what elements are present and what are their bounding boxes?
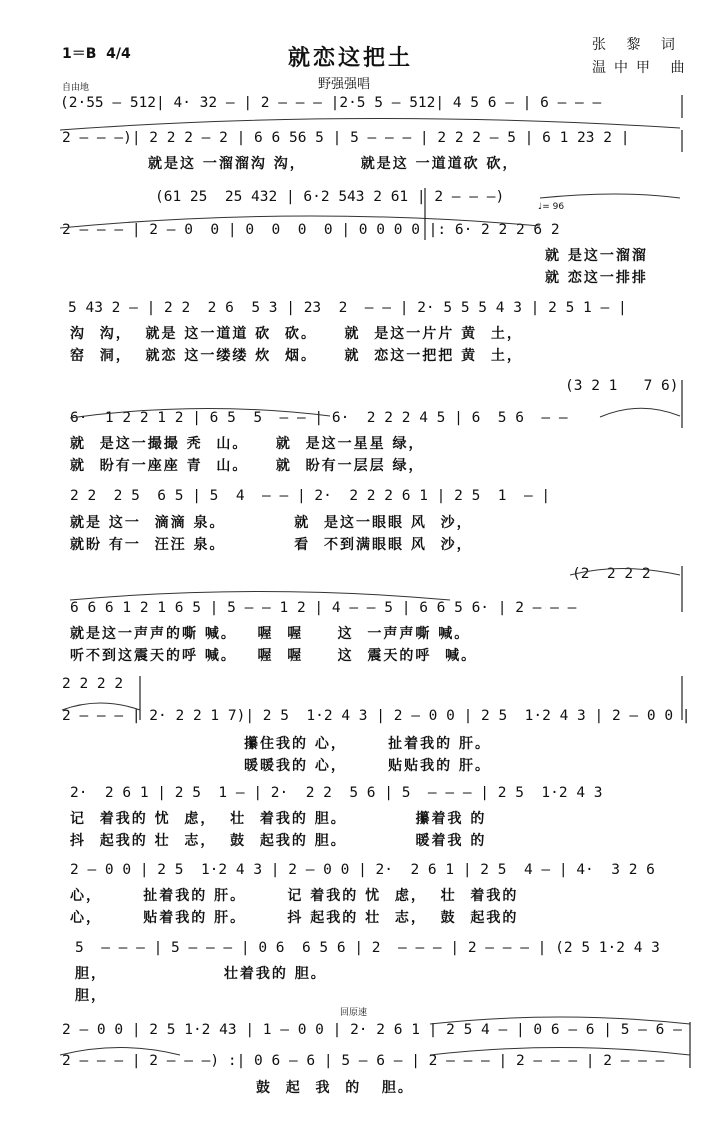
tempo-marking: ♩= 96: [538, 202, 565, 212]
lyric-line-10-verse2: 心， 贴着我的 肝。 抖 起我的 壮 志， 鼓 起我的: [70, 910, 519, 926]
notation-line-10: 2 – 0 0 | 2 5 1·2 4 3 | 2 – 0 0 | 2· 2 6 1 | 2 5 4 – | 4· 3 2 6: [70, 862, 655, 878]
lyric-line-4-verse2: 窑 洞， 就恋 这一缕缕 炊 烟。 就 恋这一把把 黄 土，: [70, 348, 523, 364]
notation-line-9: 2· 2 6 1 | 2 5 1 – | 2· 2 2 5 6 | 5 – – – | 2 5 1·2 4 3: [70, 785, 603, 801]
composer-credit: 温中甲 曲: [592, 60, 693, 76]
lyric-line-7-verse2: 听不到这震天的呼 喊。 喔 喔 这 震天的呼 喊。: [70, 648, 478, 664]
lyric-line-10-verse1: 心， 扯着我的 肝。 记 着我的 忧 虑， 壮 着我的: [70, 888, 519, 904]
tie-arc: [600, 408, 680, 417]
tempo-return-marking: 回原速: [340, 1008, 368, 1018]
notation-line-12: 2 – – – | 2 – – –) :| 0 6 – 6 | 5 – 6 – | 2 – – – | 2 – – – | 2 – – –: [62, 1053, 665, 1069]
notation-line-6: 2 2 2 5 6 5 | 5 4 – – | 2· 2 2 2 6 1 | 2 5 1 – |: [70, 488, 551, 504]
notation-line-5: 6· 1 2 2 1 2 | 6 5 5 – – | 6· 2 2 2 4 5 | 6 5 6 – –: [70, 410, 568, 426]
notation-line-11: 5 – – – | 5 – – – | 0 6 6 5 6 | 2 – – – | 2 – – – | (2 5 1·2 4 3: [75, 940, 660, 956]
notation-line-1: (2·55 – 512| 4· 32 – | 2 – – – |2·5 5 – 512| 4 5 6 – | 6 – – –: [60, 95, 602, 111]
lyric-line-12: 鼓 起 我 的 胆。: [256, 1080, 414, 1096]
lyric-line-5-verse1: 就 是这一撮撮 秃 山。 就 是这一星星 绿，: [70, 436, 425, 452]
key-signature: 1＝B 4/4: [62, 46, 131, 62]
tie-arc: [570, 569, 680, 576]
lyric-line-7-verse1: 就是这一声声的嘶 喊。 喔 喔 这 一声声嘶 喊。: [70, 626, 471, 642]
lyric-line-11-verse1: 胆， 壮着我的 胆。: [75, 966, 327, 982]
notation-line-12-upper: 2 – 0 0 | 2 5 1·2 43 | 1 – 0 0 | 2· 2 6 1 | 2 5 4 – | 0 6 – 6 | 5 – 6 –: [62, 1022, 682, 1038]
notation-line-3: 2 – – – | 2 – 0 0 | 0 0 0 0 | 0 0 0 0 |: 6· 2 2 2 6 2: [62, 222, 560, 238]
singer-credit: 野强强唱: [318, 77, 371, 92]
song-title: 就恋这把土: [288, 46, 414, 71]
lyric-line-9-verse1: 记 着我的 忧 虑， 壮 着我的 胆。 攥着我 的: [70, 811, 487, 827]
notation-line-8: 2 – – – | 2· 2 2 1 7)| 2 5 1·2 4 3 | 2 – 0 0 | 2 5 1·2 4 3 | 2 – 0 0 |: [62, 708, 691, 724]
tie-arc: [430, 1048, 690, 1056]
tie-arc: [70, 408, 330, 418]
tie-arc: [62, 703, 140, 710]
lyric-line-6-verse1: 就是 这一 滴滴 泉。 就 是这一眼眼 风 沙，: [70, 515, 473, 531]
tie-arc: [540, 194, 680, 198]
tie-arc: [60, 216, 540, 228]
lyric-line-9-verse2: 抖 起我的 壮 志， 鼓 起我的 胆。 暖着我 的: [70, 833, 487, 849]
tie-arc: [60, 1048, 180, 1056]
lyric-line-3-verse1: 就 是这一溜溜: [545, 248, 648, 264]
lyric-line-8-verse1: 攥住我的 心， 扯着我的 肝。: [244, 736, 491, 752]
notation-line-7-intro: (2 2 2 2: [572, 566, 651, 582]
lyric-line-6-verse2: 就盼 有一 汪汪 泉。 看 不到满眼眼 风 沙，: [70, 537, 473, 553]
lyric-line-3-verse2: 就 恋这一排排: [545, 270, 648, 286]
notation-line-7: 6 6 6 1 2 1 6 5 | 5 – – 1 2 | 4 – – 5 | 6 6 5 6· | 2 – – –: [70, 600, 577, 616]
lyricist-credit: 张 黎 词: [592, 37, 683, 53]
lyric-line-11-verse2: 胆，: [75, 988, 107, 1004]
lyric-line-2: 就是这 一溜溜沟 沟， 就是这 一道道砍 砍，: [148, 156, 519, 172]
notation-line-5-intro: (3 2 1 7 6): [565, 378, 679, 394]
lyric-line-8-verse2: 暖暖我的 心， 贴贴我的 肝。: [244, 758, 491, 774]
free-time-marking: 自由地: [62, 83, 90, 93]
notation-line-3-intro: (61 25 25 432 | 6·2 543 2 61 | 2 – – –): [155, 189, 505, 205]
notation-line-8-upper: 2 2 2 2: [62, 676, 124, 692]
tie-arc: [60, 118, 680, 130]
tie-arc: [430, 1017, 690, 1024]
notation-line-2: 2 – – –)| 2 2 2 – 2 | 6 6 56 5 | 5 – – – | 2 2 2 – 5 | 6 1 23 2 |: [62, 130, 630, 146]
lyric-line-5-verse2: 就 盼有一座座 青 山。 就 盼有一层层 绿，: [70, 458, 425, 474]
tie-arc: [70, 592, 450, 601]
notation-line-4: 5 43 2 – | 2 2 2 6 5 3 | 23 2 – – | 2· 5 5 5 4 3 | 2 5 1 – |: [68, 300, 627, 316]
lyric-line-4-verse1: 沟 沟， 就是 这一道道 砍 砍。 就 是这一片片 黄 土，: [70, 326, 523, 342]
